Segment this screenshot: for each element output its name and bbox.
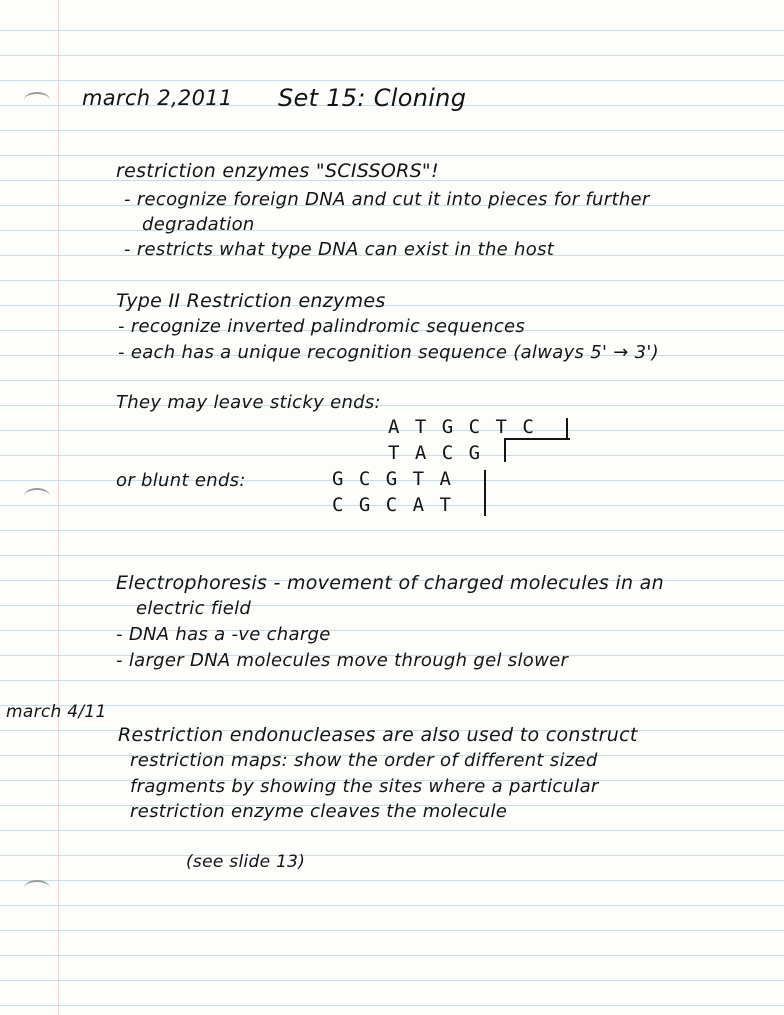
note-date-2: march 4/11 [6, 702, 107, 722]
blunt-ends-label: or blunt ends: [116, 470, 246, 491]
sticky-cut-mark [566, 418, 568, 440]
electrophoresis-heading-cont: electric field [136, 598, 252, 619]
restriction-maps-line-3: fragments by showing the sites where a particular [130, 776, 599, 797]
restriction-maps-line-4: restriction enzyme cleaves the molecule [130, 801, 508, 822]
restriction-maps-line-2: restriction maps: show the order of different sized [130, 750, 598, 771]
sticky-bottom-strand: T A C G [388, 442, 483, 464]
punch-hole-mark [24, 880, 50, 896]
note-date: march 2,2011 [82, 86, 233, 110]
restriction-heading: restriction enzymes "SCISSORS"! [116, 160, 439, 182]
sticky-top-strand: A T G C T C [388, 416, 536, 438]
sticky-cut-mark [504, 438, 570, 462]
blunt-top-strand: G C G T A [332, 468, 453, 490]
electrophoresis-point-2: - larger DNA molecules move through gel slower [116, 650, 569, 671]
note-title: Set 15: Cloning [278, 84, 467, 112]
type2-point-2: - each has a unique recognition sequence (always 5' → 3') [118, 342, 659, 363]
type2-heading: Type II Restriction enzymes [116, 290, 386, 312]
electrophoresis-point-1: - DNA has a -ve charge [116, 624, 331, 645]
restriction-maps-line-1: Restriction endonucleases are also used to construct [118, 724, 638, 746]
restriction-point-1-cont: degradation [142, 214, 255, 235]
electrophoresis-heading: Electrophoresis - movement of charged molecules in an [116, 572, 664, 594]
punch-hole-mark [24, 92, 50, 108]
restriction-point-2: - restricts what type DNA can exist in the host [124, 239, 555, 260]
restriction-point-1: - recognize foreign DNA and cut it into pieces for further [124, 189, 650, 210]
punch-hole-mark [24, 488, 50, 504]
margin-line [58, 0, 59, 1015]
sticky-ends-label: They may leave sticky ends: [116, 392, 381, 413]
type2-point-1: - recognize inverted palindromic sequences [118, 316, 526, 337]
slide-reference: (see slide 13) [186, 852, 306, 872]
blunt-cut-mark [484, 470, 486, 516]
blunt-bottom-strand: C G C A T [332, 494, 453, 516]
